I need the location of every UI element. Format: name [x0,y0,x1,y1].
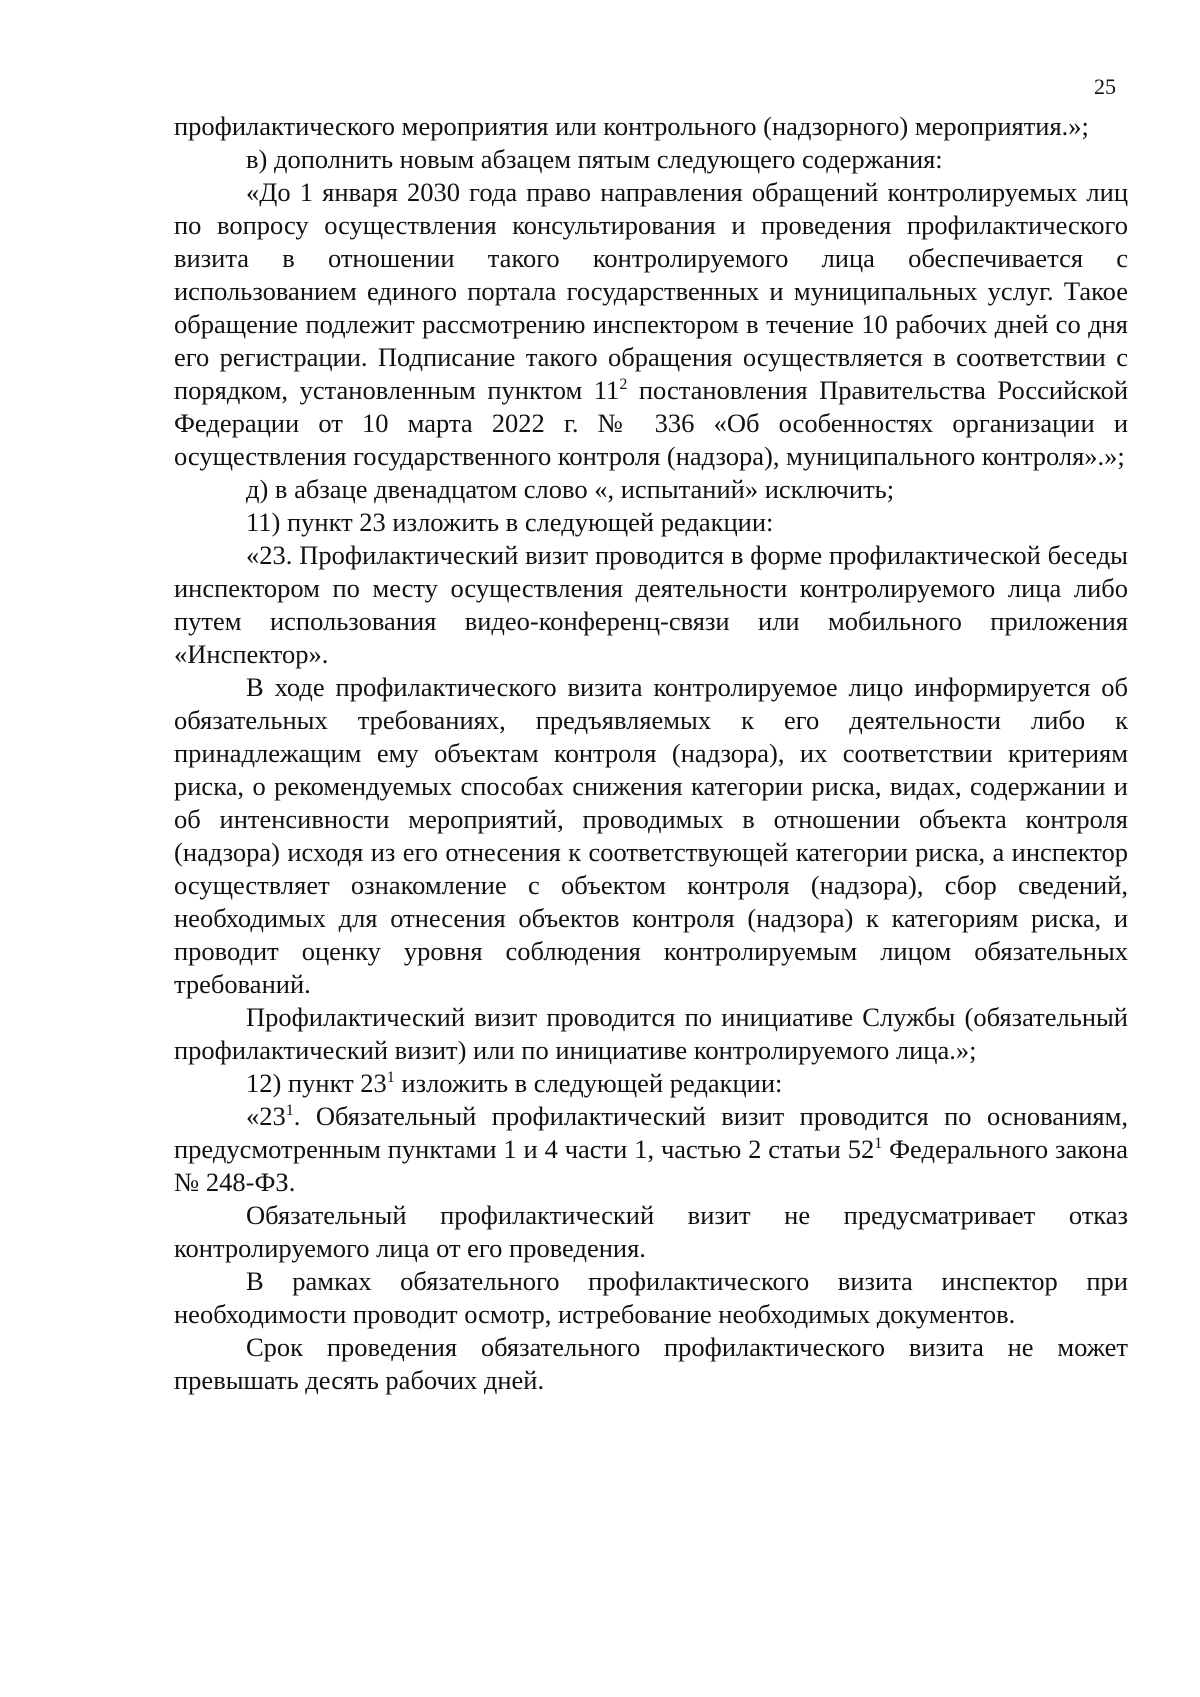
paragraph [174,1067,1128,1100]
paragraph [174,110,1128,143]
paragraph-text: постановления Правительства Российской Федерации от 10 марта 2022 г. № 336 «Об особенностях организации и осуществления государственного контроля (надзора), муниципального контроля».»; [174,375,1129,471]
paragraph [174,1100,1128,1199]
paragraph [174,1265,1128,1331]
paragraph-text: Профилактический визит проводится по инициативе Службы (обязательный профилактический визит) или по инициативе контролируемого лица.»; [174,1002,1128,1065]
paragraph-text: Федерального закона № 248-ФЗ. [174,1134,1128,1197]
paragraph-text: 12) пункт 23 [246,1068,387,1098]
superscript: 1 [386,1069,395,1086]
paragraph-text: В ходе профилактического визита контролируемое лицо информируется об обязательных требованиях, предъявляемых к его деятельности либо к принадлежащим ему объектам контроля (надзора), их соответствии критериям риска, о рекомендуемых способах снижения категории риска, видах, содержании и об интенсивности мероприятий, проводимых в отношении объекта контроля (надзора) исходя из его отнесения к соответствующей категории риска, а инспектор осуществляет ознакомление с объектом контроля (надзора), сбор сведений, необходимых для отнесения объектов контроля (надзора) к категориям риска, и проводит оценку уровня соблюдения контролируемым лицом обязательных требований. [174,672,1128,999]
paragraph-text: В рамках обязательного профилактического визита инспектор при необходимости проводит осмотр, истребование необходимых документов. [174,1266,1128,1329]
paragraph-text: Срок проведения обязательного профилактического визита не может превышать десять рабочих дней. [174,1332,1128,1395]
paragraph-text: профилактического мероприятия или контрольного (надзорного) мероприятия.»; [174,111,1089,141]
superscript: 2 [619,376,628,393]
paragraph [174,176,1128,473]
paragraph [174,143,1128,176]
paragraph-text: . Обязательный профилактический визит проводится по основаниям, предусмотренным пунктами 1 и 4 части 1, частью 2 статьи 52 [174,1101,1128,1164]
paragraph-text: «До 1 января 2030 года право направления обращений контролируемых лиц по вопросу осуществления консультирования и проведения профилактического визита в отношении такого контролируемого лица обеспечивается с использованием единого портала государственных и муниципальных услуг. Такое обращение подлежит рассмотрению инспектором в течение 10 рабочих дней со дня его регистрации. Подписание такого обращения осуществляется в соответствии с порядком, установленным пунктом 11 [174,177,1128,405]
document-body [174,110,1128,1397]
paragraph-text: Обязательный профилактический визит не предусматривает отказ контролируемого лица от его проведения. [174,1200,1128,1263]
paragraph-text: 11) пункт 23 изложить в следующей редакции: [246,507,774,537]
paragraph [174,1199,1128,1265]
paragraph [174,506,1128,539]
paragraph-text: в) дополнить новым абзацем пятым следующего содержания: [246,144,943,174]
superscript: 1 [874,1135,883,1152]
paragraph [174,671,1128,1001]
paragraph-text: «23. Профилактический визит проводится в форме профилактической беседы инспектором по месту осуществления деятельности контролируемого лица либо путем использования видео-конференц-связи или мобильного приложения «Инспектор». [174,540,1128,669]
paragraph [174,1001,1128,1067]
paragraph-text: изложить в следующей редакции: [394,1068,783,1098]
page-number: 25 [1094,74,1116,99]
paragraph [174,473,1128,506]
paragraph [174,1331,1128,1397]
paragraph [174,539,1128,671]
paragraph-text: д) в абзаце двенадцатом слово «, испытаний» исключить; [246,474,895,504]
paragraph-text: «23 [246,1101,286,1131]
superscript: 1 [285,1102,294,1119]
